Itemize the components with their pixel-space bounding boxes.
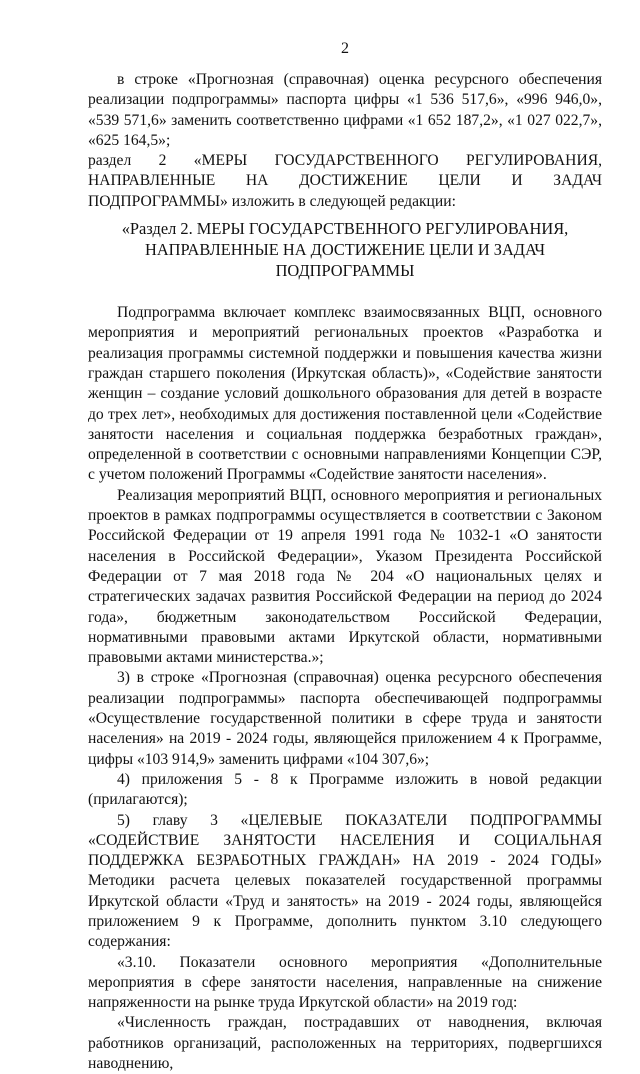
paragraph-subprogram-description: Подпрограмма включает комплекс взаимосвязанных ВЦП, основного мероприятия и мероприятий региональных проектов «Разработка и реализация программы системной поддержки и повышения качества жизни граждан старшего поколения (Иркутская область)», «Содействие занятости женщин – создание условий дошкольного образования для детей в возрасте до трех лет», необходимых для достижения поставленной цели «Содействие занятости населения и социальная поддержка безработных граждан», определенной в соответствии с основными направлениями Концепции СЭР, с учетом положений Программы «Содействие занятости населения». [88,304,602,484]
section-heading [88,218,602,281]
paragraph-point-3-10: «3.10. Показатели основного мероприятия «Дополнительные мероприятия в сфере занятости населения, направленные на снижение напряженности на рынке труда Иркутской области» на 2019 год: [88,953,602,1012]
page-number: 2 [341,40,349,57]
paragraph-legal-basis: Реализация мероприятий ВЦП, основного мероприятия и региональных проектов в рамках подпрограммы осуществляется в соответствии с Законом Российской Федерации от 19 апреля 1991 года № 1032-1 «О занятости населения в Российской Федерации», Указом Президента Российской Федерации от 7 мая 2018 года № 204 «О национальных целях и стратегических задачах развития Российской Федерации на период до 2024 года», бюджетным законодательством Российской Федерации, нормативными правовыми актами Иркутской области, нормативными правовыми актами министерства.»; [88,486,602,667]
document-body [88,70,602,1074]
paragraph-section-2-replace: раздел 2 «МЕРЫ ГОСУДАРСТВЕННОГО РЕГУЛИРОВАНИЯ, НАПРАВЛЕННЫЕ НА ДОСТИЖЕНИЕ ЦЕЛИ И ЗАДАЧ ПОДПРОГРАММЫ» изложить в следующей редакции: [88,152,602,210]
paragraph-item-4: 4) приложения 5 - 8 к Программе изложить в новой редакции (прилагаются); [88,770,602,809]
section-heading-line-2: НАПРАВЛЕННЫЕ НА ДОСТИЖЕНИЕ ЦЕЛИ И ЗАДАЧ ПОДПРОГРАММЫ [145,240,545,281]
paragraph-item-5: 5) главу 3 «ЦЕЛЕВЫЕ ПОКАЗАТЕЛИ ПОДПРОГРАММЫ «СОДЕЙСТВИЕ ЗАНЯТОСТИ НАСЕЛЕНИЯ И СОЦИАЛЬНАЯ ПОДДЕРЖКА БЕЗРАБОТНЫХ ГРАЖДАН» НА 2019 - 2024 ГОДЫ» Методики расчета целевых показателей государственной программы Иркутской области «Труд и занятость» на 2019 - 2024 годы, являющейся приложением 9 к Программе, дополнить пунктом 3.10 следующего содержания: [88,811,602,951]
paragraph-item-3: 3) в строке «Прогнозная (справочная) оценка ресурсного обеспечения реализации подпрограммы» паспорта обеспечивающей подпрограммы «Осуществление государственной политики в сфере труда и занятости населения» на 2019 - 2024 годы, являющейся приложением 4 к Программе, цифры «103 914,9» заменить цифрами «104 307,6»; [88,669,602,768]
section-heading-line-1: «Раздел 2. МЕРЫ ГОСУДАРСТВЕННОГО РЕГУЛИРОВАНИЯ, [121,219,569,239]
paragraph-flood-citizens: «Численность граждан, пострадавших от наводнения, включая работников организаций, расположенных на территориях, подвергшихся наводнению, [88,1014,602,1073]
paragraph-passport-figures: в строке «Прогнозная (справочная) оценка ресурсного обеспечения реализации подпрограммы» паспорта цифры «1 536 517,6», «996 946,0», «539 571,6» заменить соответственно цифрами «1 652 187,2», «1 027 022,7», «625 164,5»; [88,71,602,149]
